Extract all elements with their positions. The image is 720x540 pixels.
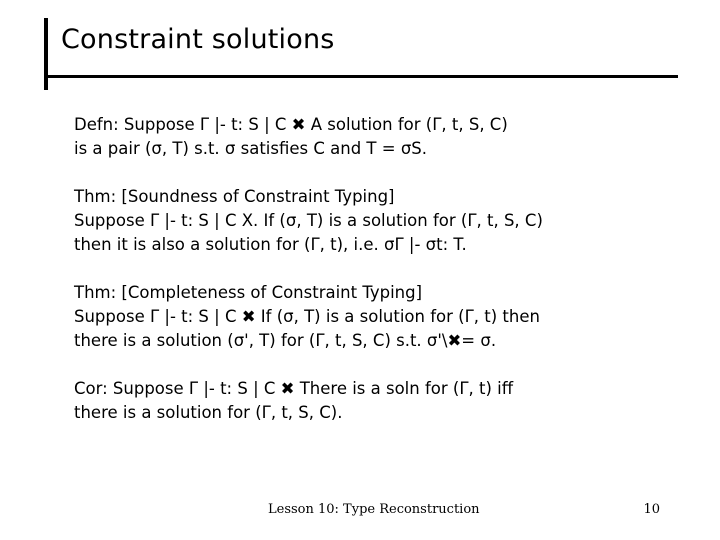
text-line: Suppose Γ |- t: S | C X. If (σ, T) is a solution for (Γ, t, S, C)	[74, 211, 543, 230]
page-number: 10	[643, 502, 660, 517]
corollary-paragraph	[74, 377, 694, 425]
text-line: there is a solution for (Γ, t, S, C).	[74, 403, 343, 422]
text-line: Cor: Suppose Γ |- t: S | C ✖ There is a soln for (Γ, t) iff	[74, 379, 514, 398]
text-line: Thm: [Soundness of Constraint Typing]	[74, 187, 395, 206]
definition-paragraph	[74, 113, 694, 161]
soundness-theorem-paragraph	[74, 185, 694, 257]
footer-lesson-title: Lesson 10: Type Reconstruction	[268, 502, 480, 517]
title-horizontal-rule	[44, 75, 678, 78]
title-vertical-rule	[44, 18, 48, 90]
text-line: Defn: Suppose Γ |- t: S | C ✖ A solution for (Γ, t, S, C)	[74, 115, 508, 134]
slide-body	[74, 113, 694, 449]
slide-title: Constraint solutions	[61, 24, 335, 55]
text-line: Thm: [Completeness of Constraint Typing]	[74, 283, 423, 302]
completeness-theorem-paragraph	[74, 281, 694, 353]
text-line: there is a solution (σ', T) for (Γ, t, S, C) s.t. σ'\✖= σ.	[74, 331, 497, 350]
text-line: Suppose Γ |- t: S | C ✖ If (σ, T) is a solution for (Γ, t) then	[74, 307, 540, 326]
text-line: is a pair (σ, T) s.t. σ satisfies C and T = σS.	[74, 139, 427, 158]
text-line: then it is also a solution for (Γ, t), i.e. σΓ |- σt: T.	[74, 235, 467, 254]
